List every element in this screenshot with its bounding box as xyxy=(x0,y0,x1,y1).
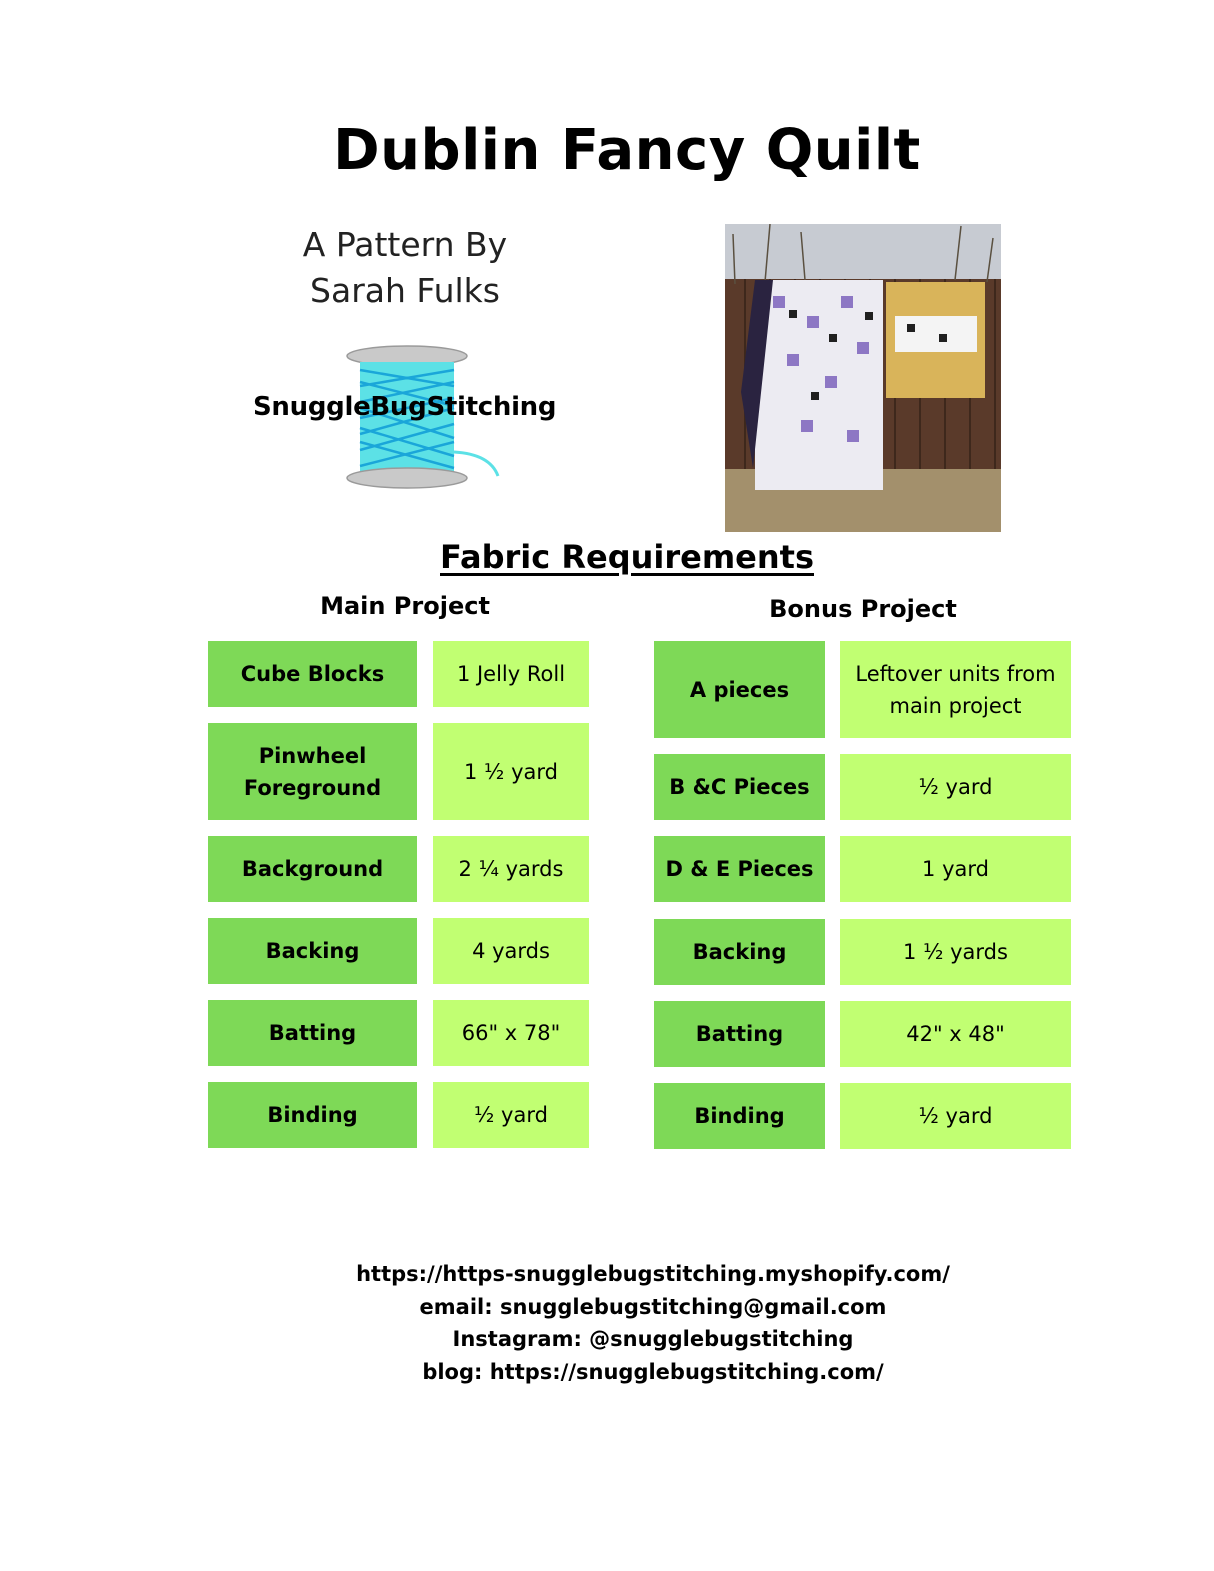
table-row-value: Leftover units from main project xyxy=(840,641,1071,738)
table-row-value: ½ yard xyxy=(433,1082,589,1148)
table-row-label: Binding xyxy=(208,1082,417,1148)
table-row-label: Backing xyxy=(208,918,417,984)
table-row-value: 1 yard xyxy=(840,836,1071,902)
table-row-value: 4 yards xyxy=(433,918,589,984)
table-row-value: ½ yard xyxy=(840,754,1071,820)
table-row-label: B &C Pieces xyxy=(654,754,825,820)
table-row-value: 66" x 78" xyxy=(433,1000,589,1066)
table-row-value: 1 Jelly Roll xyxy=(433,641,589,707)
table-row-label: Backing xyxy=(654,919,825,985)
logo-wordmark: SnuggleBugStitching xyxy=(253,392,557,422)
table-row-value: 42" x 48" xyxy=(840,1001,1071,1067)
table-row-value: 1 ½ yard xyxy=(433,723,589,820)
email-line[interactable]: email: snugglebugstitching@gmail.com xyxy=(419,1294,887,1319)
section-heading: Fabric Requirements xyxy=(440,538,814,576)
byline xyxy=(255,222,555,314)
table-row-label: Background xyxy=(208,836,417,902)
table-row-label: Cube Blocks xyxy=(208,641,417,707)
table-row-label: A pieces xyxy=(654,641,825,738)
table-row-label: Binding xyxy=(654,1083,825,1149)
table-row-label: Batting xyxy=(208,1000,417,1066)
table-row-value: 1 ½ yards xyxy=(840,919,1071,985)
contact-footer xyxy=(0,1258,1214,1388)
byline-line-2: Sarah Fulks xyxy=(310,271,500,310)
instagram-line[interactable]: Instagram: @snugglebugstitching xyxy=(452,1327,854,1351)
bonus-project-heading: Bonus Project xyxy=(769,595,957,623)
table-row-value: 2 ¼ yards xyxy=(433,836,589,902)
quilt-photo xyxy=(725,224,1001,532)
blog-link[interactable]: blog: https://snugglebugstitching.com/ xyxy=(422,1359,884,1384)
page-title: Dublin Fancy Quilt xyxy=(333,118,921,183)
byline-line-1: A Pattern By xyxy=(302,225,508,264)
table-row-label: Pinwheel Foreground xyxy=(208,723,417,820)
table-row-value: ½ yard xyxy=(840,1083,1071,1149)
table-row-label: Batting xyxy=(654,1001,825,1067)
main-project-heading: Main Project xyxy=(320,592,490,620)
shop-link[interactable]: https://https-snugglebugstitching.myshopify.com/ xyxy=(356,1262,950,1286)
table-row-label: D & E Pieces xyxy=(654,836,825,902)
